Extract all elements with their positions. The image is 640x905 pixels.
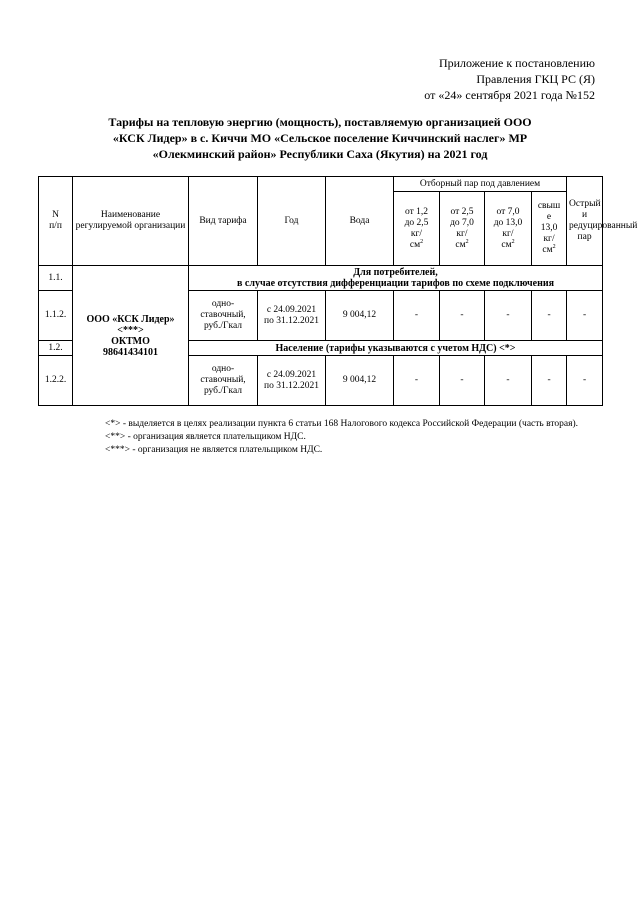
appendix-line-1: Приложение к постановлению bbox=[438, 56, 595, 70]
steam-2-value: - bbox=[440, 356, 485, 406]
header-year: Год bbox=[258, 177, 326, 266]
row-num: 1.2. bbox=[39, 341, 73, 356]
title-line-3: «Олекминский район» Республики Саха (Якутия) на 2021 год bbox=[152, 147, 488, 161]
footnotes bbox=[60, 418, 600, 457]
tariff-type-cell: одно- ставочный, руб./Гкал bbox=[189, 291, 258, 341]
steam-1-value: - bbox=[394, 291, 440, 341]
header-steam-4: свыш е 13,0 кг/ $см^2$ bbox=[532, 192, 567, 266]
appendix-line-2: Правления ГКЦ РС (Я) bbox=[476, 72, 595, 86]
document-title bbox=[90, 114, 550, 162]
header-steam-3: от 7,0 до 13,0 кг/ $см^2$ bbox=[485, 192, 532, 266]
header-steam-1: от 1,2 до 2,5 кг/ $см^2$ bbox=[394, 192, 440, 266]
steam-2-value: - bbox=[440, 291, 485, 341]
title-line-2: «КСК Лидер» в с. Киччи МО «Сельское поселение Киччинский наслег» МР bbox=[112, 131, 528, 145]
sharp-steam-value: - bbox=[567, 356, 603, 406]
tariff-type-cell: одно- ставочный, руб./Гкал bbox=[189, 356, 258, 406]
table-row-1-1 bbox=[39, 266, 603, 291]
header-num: N п/п bbox=[39, 177, 73, 266]
header-org-name: Наименование регулируемой организации bbox=[73, 177, 189, 266]
row-num: 1.1. bbox=[39, 266, 73, 291]
appendix-line-3: от «24» сентября 2021 года №152 bbox=[424, 88, 595, 102]
footnote-3: <***> - организация не является плательщиком НДС. bbox=[105, 445, 323, 455]
year-cell: с 24.09.2021 по 31.12.2021 bbox=[258, 291, 326, 341]
row-num: 1.1.2. bbox=[39, 291, 73, 341]
steam-3-value: - bbox=[485, 291, 532, 341]
tariff-table bbox=[38, 176, 638, 406]
sharp-steam-value: - bbox=[567, 291, 603, 341]
header-row-1 bbox=[39, 177, 603, 192]
header-steam-2: от 2,5 до 7,0 кг/ $см^2$ bbox=[440, 192, 485, 266]
org-mark: <***> bbox=[117, 324, 144, 336]
oktmo-value: 98641434101 bbox=[103, 346, 158, 358]
oktmo-label: ОКТМО bbox=[111, 335, 150, 347]
title-line-1: Тарифы на тепловую энергию (мощность), поставляемую организацией ООО bbox=[108, 115, 532, 129]
year-cell: с 24.09.2021 по 31.12.2021 bbox=[258, 356, 326, 406]
steam-3-value: - bbox=[485, 356, 532, 406]
section-consumers: Для потребителей, в случае отсутствия дифференциации тарифов по схеме подключения bbox=[189, 266, 603, 291]
footnote-1: <*> - выделяется в целях реализации пункта 6 статьи 168 Налогового кодекса Российской Федерации (часть вторая). bbox=[105, 419, 579, 429]
steam-1-value: - bbox=[394, 356, 440, 406]
org-name: ООО «КСК Лидер» bbox=[86, 313, 175, 325]
steam-4-value: - bbox=[532, 356, 567, 406]
appendix-reference bbox=[424, 55, 595, 103]
header-water: Вода bbox=[326, 177, 394, 266]
water-value: 9 004,12 bbox=[326, 291, 394, 341]
row-num: 1.2.2. bbox=[39, 356, 73, 406]
header-tariff-type: Вид тарифа bbox=[189, 177, 258, 266]
section-population: Население (тарифы указываются с учетом НДС) <*> bbox=[189, 341, 603, 356]
water-value: 9 004,12 bbox=[326, 356, 394, 406]
footnote-2: <**> - организация является плательщиком НДС. bbox=[105, 432, 306, 442]
steam-4-value: - bbox=[532, 291, 567, 341]
header-steam-group: Отборный пар под давлением bbox=[394, 177, 567, 192]
header-sharp-steam: Острый и редуцированный пар bbox=[567, 177, 603, 266]
org-cell bbox=[73, 266, 189, 406]
